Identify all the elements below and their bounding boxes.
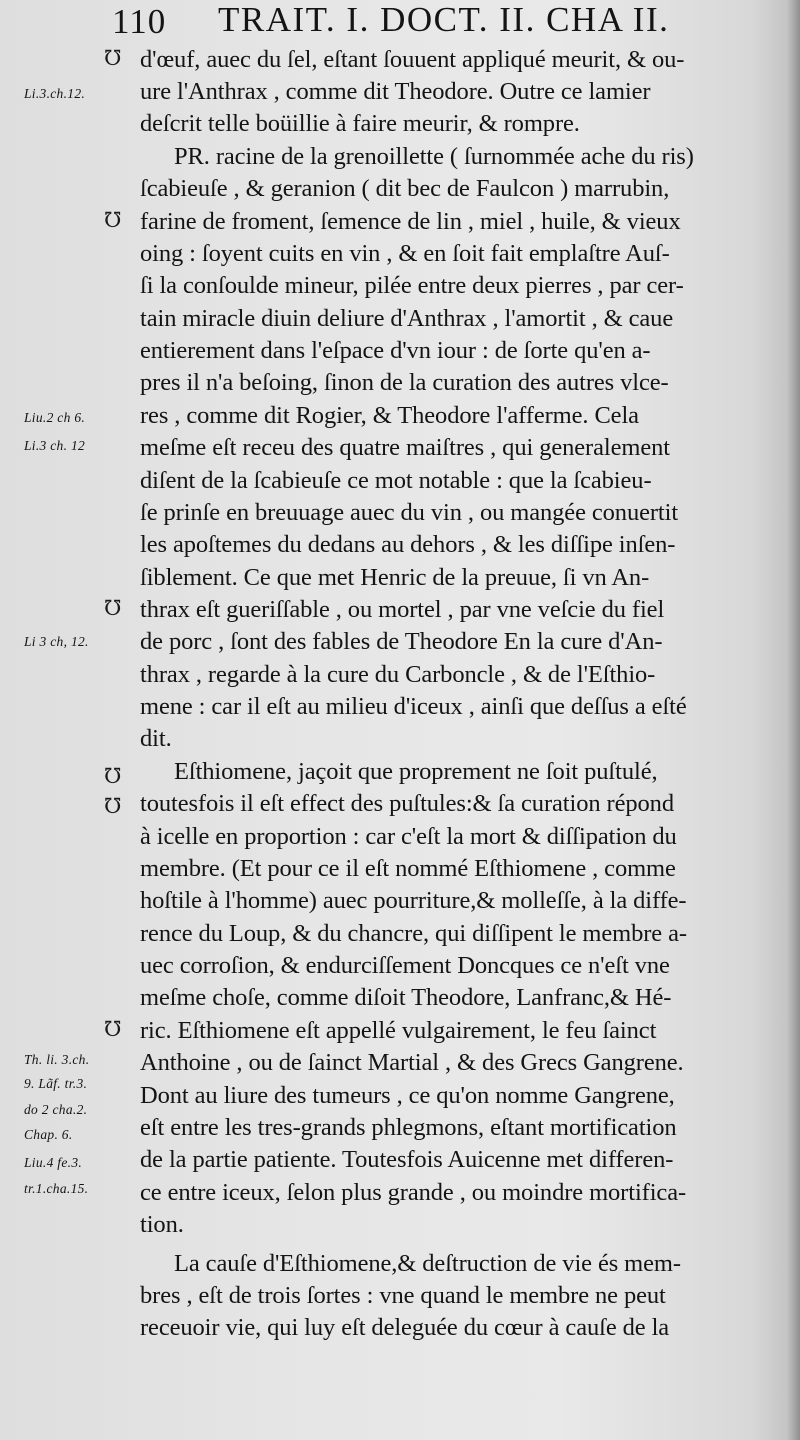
margin-note: Liu.2 ch 6. <box>24 410 86 425</box>
margin-note: Li.3 ch. 12 <box>24 438 86 453</box>
text-line: ſi la conſoulde mineur, pilée entre deux pierres , par cer- <box>140 272 684 299</box>
text-line: receuoir vie, qui luy eſt deleguée du cœur à cauſe de la <box>140 1314 670 1341</box>
paragraph-sign-icon: ℧ <box>104 1017 122 1041</box>
margin-note: Liu.4 fe.3. <box>24 1155 83 1170</box>
text-line: ric. Eſthiomene eſt appellé vulgairement, le feu ſainct <box>140 1017 657 1044</box>
text-line: ſiblement. Ce que met Henric de la preuue, ſi vn An- <box>140 564 650 591</box>
text-line: de la partie patiente. Toutesfois Auicenne met differen- <box>140 1146 674 1173</box>
paragraph-sign-icon: ℧ <box>104 794 122 818</box>
margin-note: Chap. 6. <box>24 1127 73 1142</box>
text-line: d'œuf, auec du ſel, eſtant ſouuent appliqué meurit, & ou- <box>140 46 685 73</box>
text-line: eſt entre les tres-grands phlegmons, eſtant mortification <box>140 1114 677 1141</box>
paragraph-sign-icon: ℧ <box>104 208 122 232</box>
paragraph-sign-icon: ℧ <box>104 764 122 788</box>
text-line: ce entre iceux, ſelon plus grande , ou moindre mortifica- <box>140 1179 687 1206</box>
text-line: ure l'Anthrax , comme dit Theodore. Outre ce lamier <box>140 78 651 105</box>
text-line: tion. <box>140 1211 184 1238</box>
page-number: 110 <box>112 2 167 41</box>
text-line: ſe prinſe en breuuage auec du vin , ou mangée conuertit <box>140 499 679 526</box>
text-line: membre. (Et pour ce il eſt nommé Eſthiomene , comme <box>140 855 676 882</box>
margin-note: Li 3 ch, 12. <box>24 634 89 649</box>
text-line: tain miracle diuin deliure d'Anthrax , l'amortit , & caue <box>140 305 674 332</box>
text-line: les apoſtemes du dedans au dehors , & les diſſipe inſen- <box>140 531 676 558</box>
margin-notes <box>0 0 140 1440</box>
text-line: mene : car il eſt au milieu d'iceux , ainſi que deſſus a eſté <box>140 693 687 720</box>
text-line: meſme choſe, comme diſoit Theodore, Lanfranc,& Hé- <box>140 984 672 1011</box>
text-line: à icelle en proportion : car c'eſt la mort & diſſipation du <box>140 823 677 850</box>
text-line: Dont au liure des tumeurs , ce qu'on nomme Gangrene, <box>140 1082 675 1109</box>
text-line: bres , eſt de trois ſortes : vne quand le membre ne peut <box>140 1282 666 1309</box>
text-line: hoſtile à l'homme) auec pourriture,& molleſſe, à la diffe- <box>140 887 687 914</box>
text-line: diſent de la ſcabieuſe ce mot notable : que la ſcabieu- <box>140 467 652 494</box>
margin-note: 9. Lãf. tr.3. <box>24 1076 88 1091</box>
text-line: res , comme dit Rogier, & Theodore l'afferme. Cela <box>140 402 639 429</box>
text-line: ſcabieuſe , & geranion ( dit bec de Faulcon ) marrubin, <box>140 175 670 202</box>
text-line: de porc , ſont des fables de Theodore En la cure d'An- <box>140 628 663 655</box>
paragraph-sign-icon: ℧ <box>104 596 122 620</box>
text-line: dit. <box>140 725 172 752</box>
text-line: Eſthiomene, jaçoit que proprement ne ſoit puſtulé, <box>174 758 658 785</box>
text-line: thrax , regarde à la cure du Carboncle , & de l'Eſthio- <box>140 661 656 688</box>
text-line: farine de froment, ſemence de lin , miel , huile, & vieux <box>140 208 681 235</box>
text-line: meſme eſt receu des quatre maiſtres , qui generalement <box>140 434 670 461</box>
text-line: La cauſe d'Eſthiomene,& deſtruction de vie és mem- <box>174 1250 681 1277</box>
text-line: uec corroſion, & endurciſſement Doncques ce n'eſt vne <box>140 952 670 979</box>
text-line: oing : ſoyent cuits en vin , & en ſoit fait emplaſtre Auſ- <box>140 240 670 267</box>
text-line: pres il n'a beſoing, ſinon de la curation des autres vlce- <box>140 369 669 396</box>
margin-note: Li.3.ch.12. <box>24 86 86 101</box>
margin-note: Th. li. 3.ch. <box>24 1052 90 1067</box>
paragraph-sign-icon: ℧ <box>104 46 122 70</box>
text-line: rence du Loup, & du chancre, qui diſſipent le membre a- <box>140 920 687 947</box>
margin-note: do 2 cha.2. <box>24 1102 88 1117</box>
text-line: thrax eſt gueriſſable , ou mortel , par vne veſcie du fiel <box>140 596 665 623</box>
margin-note: tr.1.cha.15. <box>24 1181 89 1196</box>
running-title: TRAIT. I. DOCT. II. CHA II. <box>218 0 670 39</box>
text-line: toutesfois il eſt effect des puſtules:& ſa curation répond <box>140 790 674 817</box>
text-line: deſcrit telle boüillie à faire meurir, & rompre. <box>140 110 580 137</box>
text-line: PR. racine de la grenoillette ( ſurnommée ache du ris) <box>174 143 694 170</box>
text-line: entierement dans l'eſpace d'vn iour : de ſorte qu'en a- <box>140 337 651 364</box>
text-line: Anthoine , ou de ſainct Martial , & des Grecs Gangrene. <box>140 1049 684 1076</box>
